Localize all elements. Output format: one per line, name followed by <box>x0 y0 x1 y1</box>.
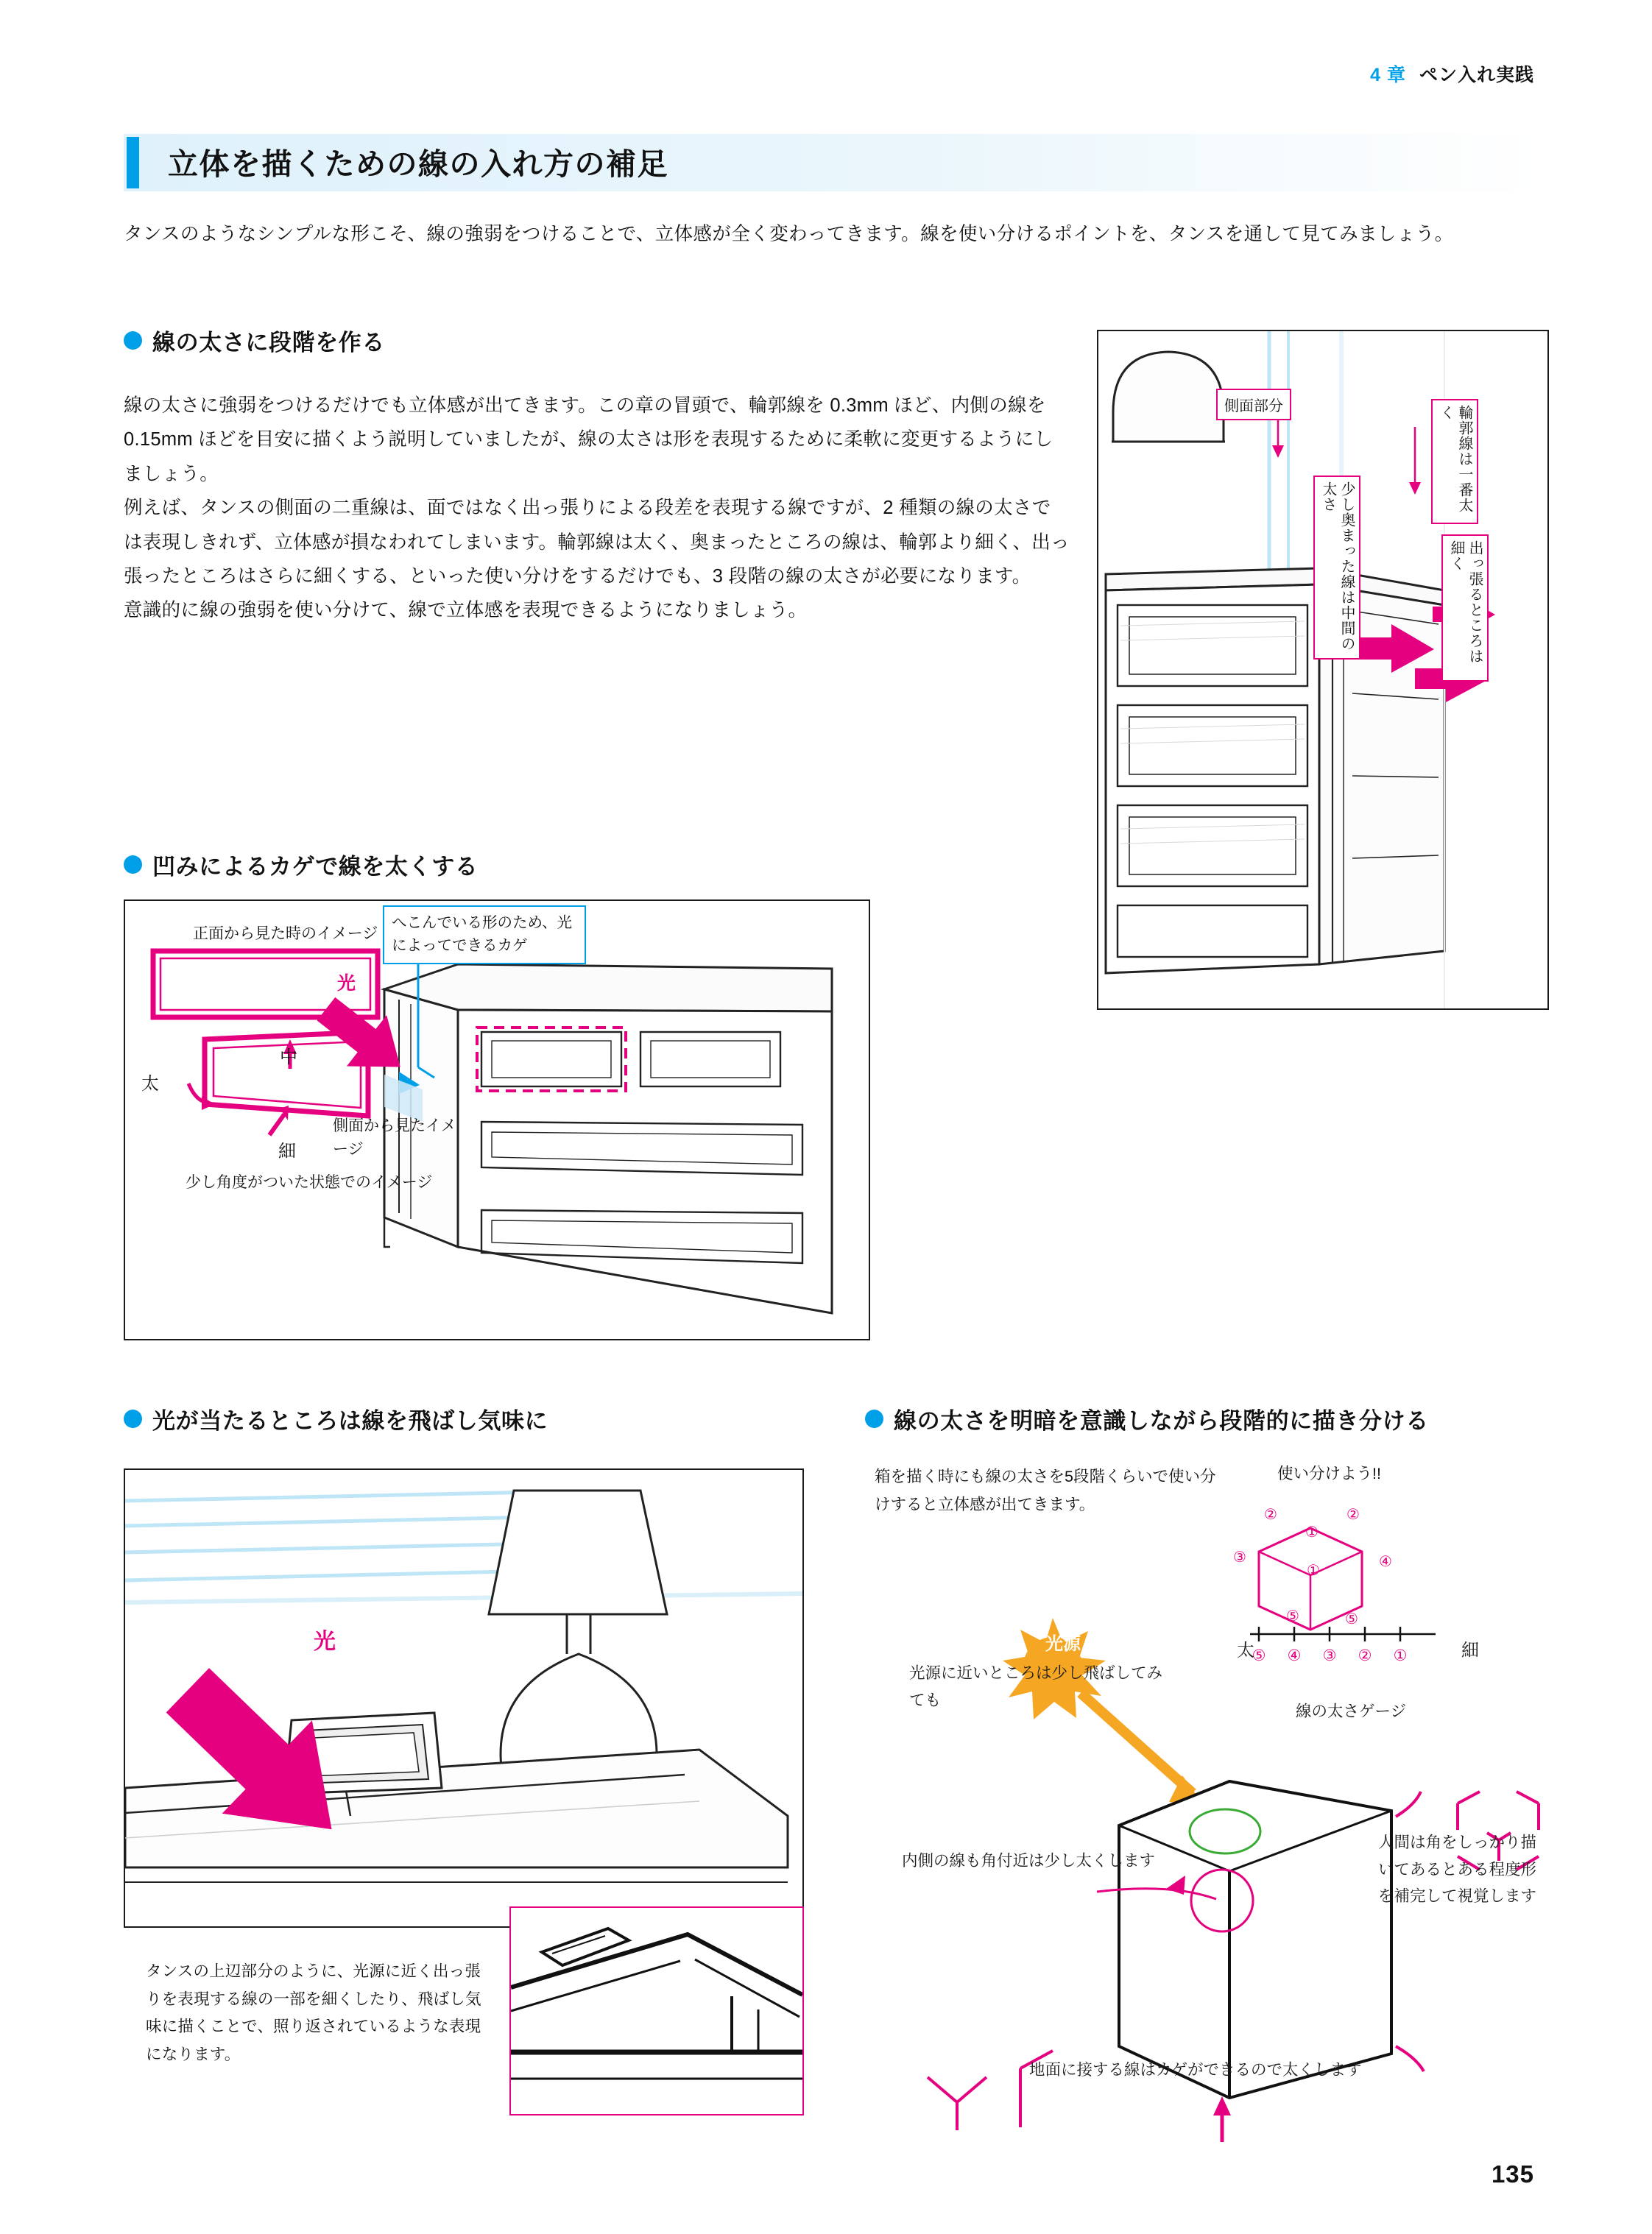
body-paragraph-2: 例えば、タンスの側面の二重線は、面ではなく出っ張りによる段差を表現する線ですが、2 種類の線の太さでは表現しきれず、立体感が損なわれてしまいます。輪郭線は太く、奥まったところの線は、輪郭より細く、出っ張ったところはさらに細くする、といった使い分けをするだけでも、3 段階の線の太さが必要になります。 <box>124 498 1070 587</box>
label-hosoi: 細 <box>278 1142 296 1162</box>
section-heading-3 <box>124 1402 548 1435</box>
section-title-3: 光が当たるところは線を飛ばし気味に <box>152 1408 548 1434</box>
bullet-dot-icon <box>124 331 142 350</box>
svg-text:⑤: ⑤ <box>1252 1647 1266 1664</box>
gauge-caption: 線の太さゲージ <box>1296 1703 1407 1720</box>
section-heading-4 <box>865 1402 1429 1435</box>
label-chuu: 中 <box>280 1047 297 1067</box>
lead-paragraph: タンスのようなシンプルな形こそ、線の強弱をつけることで、立体感が全く変わってきます。線を使い分けるポイントを、タンスを通して見てみましょう。 <box>124 224 1454 244</box>
chapter-number: 4 章 <box>1370 65 1406 85</box>
svg-text:②: ② <box>1346 1507 1360 1523</box>
body-paragraph-1: 線の太さに強弱をつけるだけでも立体感が出てきます。この章の冒頭で、輪郭線を 0.3mm ほど、内側の線を 0.15mm ほどを目安に描くよう説明していましたが、線の太さは形を表現するために柔軟に変更するようにしましょう。 <box>124 395 1053 484</box>
figure-tansu-closeup <box>1097 330 1549 1010</box>
label-light-source: 光源 <box>1045 1634 1081 1654</box>
section-heading-2 <box>124 848 478 881</box>
section-title-2: 凹みによるカゲで線を太くする <box>152 854 479 880</box>
page-number: 135 <box>1491 2160 1534 2188</box>
svg-text:②: ② <box>1358 1647 1372 1664</box>
svg-text:③: ③ <box>1322 1647 1337 1664</box>
label-futoi: 太 <box>141 1074 159 1094</box>
note-ground-contact-line: 地面に接する線はカゲができるので太くします <box>1029 2061 1362 2079</box>
page-title: 立体を描くための線の入れ方の補足 <box>168 147 668 181</box>
note-near-light-source: 光源に近いところは少し飛ばしてみても <box>909 1664 1163 1709</box>
svg-text:①: ① <box>1393 1647 1408 1664</box>
label-dent-shadow: へこんでいる形のため、光によってできるカゲ <box>383 905 586 964</box>
gauge-label-thin: 細 <box>1461 1641 1479 1661</box>
label-tsukaiwake: 使い分けよう!! <box>1277 1465 1381 1482</box>
svg-text:④: ④ <box>1287 1647 1302 1664</box>
svg-text:⑤: ⑤ <box>1286 1608 1299 1625</box>
bullet-dot-icon <box>124 855 142 874</box>
svg-text:④: ④ <box>1379 1554 1392 1570</box>
light-figure-caption: タンスの上辺部分のように、光源に近く出っ張りを表現する線の一部を細くしたり、飛ばし気味に描くことで、照り返されているような表現になります。 <box>146 1962 481 2063</box>
label-light-arrow: 光 <box>314 1630 336 1654</box>
note-human-perception: 人間は角をしっかり描いてあるとある程度形を補完して視覚します <box>1378 1834 1537 1906</box>
figure-dent-shadow <box>124 899 870 1340</box>
figure-light-zoom-inset <box>509 1906 804 2115</box>
body-text-1 <box>124 389 1070 628</box>
bullet-dot-icon <box>865 1410 883 1428</box>
section-title-1: 線の太さに段階を作る <box>152 330 385 356</box>
section-title-4: 線の太さを明暗を意識しながら段階的に描き分ける <box>894 1408 1429 1434</box>
svg-text:③: ③ <box>1233 1549 1246 1566</box>
svg-text:①: ① <box>1307 1563 1320 1579</box>
light-highlight-drawing <box>125 1470 802 1926</box>
label-front-image: 正面から見た時のイメージ <box>193 925 378 942</box>
svg-text:①: ① <box>1305 1524 1319 1541</box>
label-side-part: 側面部分 <box>1216 389 1291 420</box>
chapter-header <box>1370 60 1534 87</box>
box-intro-note: 箱を描く時にも線の太さを5段階くらいで使い分けすると立体感が出てきます。 <box>875 1468 1216 1513</box>
label-outline-thickest: 輪郭線は一番太く <box>1431 399 1478 524</box>
label-protrude-thin: 出っ張るところは細く <box>1441 534 1489 682</box>
figure-light-highlight <box>124 1468 804 1928</box>
body-paragraph-3: 意識的に線の強弱を使い分けて、線で立体感を表現できるようになりましょう。 <box>124 600 808 621</box>
light-zoom-drawing <box>511 1908 802 2114</box>
bullet-dot-icon <box>124 1410 142 1428</box>
section-heading-1 <box>124 324 385 357</box>
gauge-label-thick: 太 <box>1237 1641 1254 1661</box>
title-accent-bar <box>127 137 139 188</box>
label-light: 光 <box>337 973 356 994</box>
label-side-view-image: 側面から見たイメージ <box>333 1117 456 1158</box>
svg-text:⑤: ⑤ <box>1345 1611 1358 1627</box>
note-inner-line-corner: 内側の線も角付近は少し太くします <box>902 1852 1156 1870</box>
label-angled-image: 少し角度がついた状態でのイメージ <box>186 1174 433 1191</box>
dent-shadow-drawing <box>125 901 869 1339</box>
chapter-title: ペン入れ実践 <box>1419 65 1534 85</box>
svg-text:②: ② <box>1264 1507 1277 1523</box>
label-inner-medium: 少し奥まった線は中間の太さ <box>1313 476 1360 660</box>
